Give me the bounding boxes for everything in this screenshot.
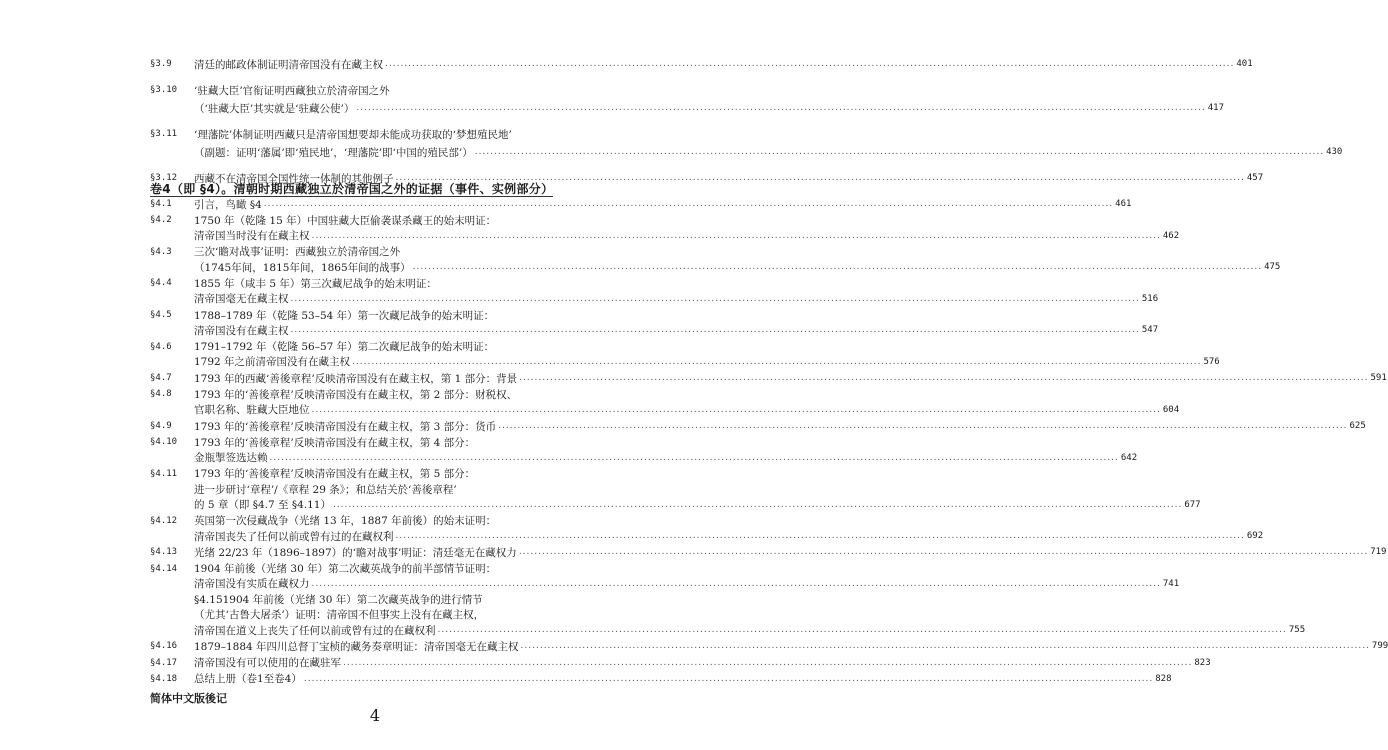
- entry-line: [194, 655, 1211, 671]
- entry-line: [194, 212, 552, 228]
- entry-title: 1793 年的‘善後章程’反映清帝国没有在藏主权，第 5 部分：: [194, 468, 476, 481]
- entry-title: 清帝国没有可以使用的在藏驻军: [194, 657, 341, 670]
- dot-leader: ............................................................................................................................................................................................................................: [395, 531, 1245, 542]
- page-ref: 475: [1264, 262, 1281, 273]
- page-ref: 823: [1194, 657, 1211, 668]
- entry-line: [194, 418, 1366, 434]
- entry-line: [194, 513, 552, 529]
- page-ref: 547: [1141, 325, 1159, 336]
- section-number: §4.4: [150, 278, 172, 289]
- section-number: §4.8: [150, 389, 172, 400]
- entry-title: 1793 年的西藏‘善後章程’反映清帝国没有在藏主权，第 1 部分：背景: [194, 372, 518, 385]
- entry-line: [194, 307, 552, 323]
- section-number: §3.11: [150, 129, 178, 139]
- section-number: §4.5: [150, 310, 172, 320]
- entry-line: [194, 56, 1253, 72]
- entry-title: 1791–1792 年（乾隆 56–57 年）第二次藏尼战争的始末明证：: [194, 341, 495, 354]
- page-ref: 755: [1288, 625, 1306, 636]
- entry-title: 英国第一次侵藏战争（光绪 13 年，1887 年前後）的始末证明：: [194, 515, 497, 528]
- page-ref: 430: [1326, 147, 1343, 157]
- entry-line: [194, 339, 552, 355]
- entry-line: [194, 386, 552, 402]
- dot-leader: ............................................................................................................................................................................................................................: [519, 373, 1369, 384]
- entry-title: ‘理藩院’体制证明西藏只是清帝国想要却未能成功获取的‘梦想殖民地’: [194, 128, 512, 141]
- section-number: §4.1: [150, 199, 172, 209]
- entry-line: [194, 607, 552, 623]
- entry-title: 1792 年之前清帝国没有在藏主权: [194, 356, 351, 369]
- dot-leader: ............................................................................................................................................................................................................................: [269, 452, 1119, 463]
- section-number: §4.14: [150, 563, 178, 574]
- entry-line: [194, 591, 552, 607]
- entry-line: [194, 259, 1281, 275]
- page-ref: 462: [1162, 230, 1180, 241]
- page-ref: 401: [1236, 59, 1253, 69]
- entry-title: 清帝国在道义上丧失了任何以前或曾有过的在藏权利: [194, 624, 436, 637]
- entry-title: 西藏不在清帝国全国性统一体制的其他例子: [194, 172, 394, 185]
- dot-leader: ............................................................................................................................................................................................................................: [520, 641, 1370, 652]
- entry-title: 1855 年（咸丰 5 年）第三次藏尼战争的始末明证：: [194, 277, 437, 290]
- dot-leader: ............................................................................................................................................................................................................................: [352, 356, 1202, 367]
- section-number: §4.11: [150, 468, 178, 479]
- page-ref: 417: [1207, 103, 1225, 113]
- section-number: §4.3: [150, 246, 172, 257]
- dot-leader: ............................................................................................................................................................................................................................: [290, 293, 1140, 304]
- section-number: §3.10: [150, 85, 178, 95]
- entry-line: [194, 322, 1159, 338]
- entry-title: 光绪 22/23 年（1896–1897）的‘瞻对战事’明证：清廷毫无在藏权力: [194, 546, 517, 559]
- entry-title: 清廷的邮政体制证明清帝国没有在藏主权: [194, 58, 383, 71]
- dot-leader: ............................................................................................................................................................................................................................: [395, 173, 1245, 183]
- page-ref: 576: [1203, 356, 1220, 367]
- entry-line: [194, 228, 1180, 244]
- page-ref: 457: [1246, 173, 1264, 183]
- entry-title: 的 5 章（即 §4.7 至 §4.11）: [194, 499, 331, 512]
- dot-leader: ............................................................................................................................................................................................................................: [332, 499, 1183, 510]
- entry-line: [194, 196, 1132, 212]
- dot-leader: ............................................................................................................................................................................................................................: [474, 147, 1325, 157]
- section-number: §4.12: [150, 515, 178, 526]
- entry-title: 1904 年前後（光绪 30 年）第二次藏英战争的前半部情节证明：: [194, 563, 497, 576]
- entry-title: 金瓶掣签选达赖: [194, 452, 268, 465]
- entry-line: [194, 466, 552, 482]
- chapter-heading: 卷4（即 §4）。清朝时期西藏独立於清帝国之外的证据（事件、实例部分）: [150, 182, 554, 196]
- section-number: §3.12: [150, 173, 178, 183]
- entry-title: 1793 年的‘善後章程’反映清帝国没有在藏主权，第 2 部分：财税权、: [194, 388, 518, 401]
- dot-leader: ............................................................................................................................................................................................................................: [437, 625, 1287, 636]
- section-number: §4.2: [150, 215, 172, 226]
- entry-title: （1745年间，1815年间，1865年间的战事）: [194, 261, 411, 274]
- dot-leader: ............................................................................................................................................................................................................................: [290, 325, 1140, 336]
- entry-line: [194, 576, 1180, 592]
- entry-title: 三次‘瞻对战事’证明：西藏独立於清帝国之外: [194, 246, 401, 259]
- page-ref: 642: [1120, 452, 1138, 463]
- page-ref: 799: [1371, 641, 1388, 652]
- entry-line: [194, 402, 1180, 418]
- section-number: §4.17: [150, 657, 178, 668]
- page-ref: 677: [1184, 499, 1201, 510]
- section-number: §4.18: [150, 673, 178, 684]
- dot-leader: ............................................................................................................................................................................................................................: [385, 59, 1235, 69]
- entry-title: （‘驻藏大臣’其实就是‘驻藏公使’）: [194, 102, 355, 115]
- postscript-heading: 简体中文版後记: [150, 692, 227, 705]
- dot-leader: ............................................................................................................................................................................................................................: [311, 404, 1161, 415]
- entry-title: 1793 年的‘善後章程’反映清帝国没有在藏主权，第 4 部分：: [194, 436, 476, 449]
- entry-line: [194, 481, 552, 497]
- entry-title: （尤其‘古鲁大屠杀’）证明：清帝国不但事实上没有在藏主权，: [194, 609, 485, 622]
- entry-line: [194, 144, 1343, 160]
- page-ref: 604: [1162, 404, 1180, 415]
- dot-leader: ............................................................................................................................................................................................................................: [343, 657, 1193, 668]
- entry-title: 清帝国没有在藏主权: [194, 324, 289, 337]
- entry-title: 1788–1789 年（乾隆 53–54 年）第一次藏尼战争的始末明证：: [194, 309, 495, 322]
- page-ref: 461: [1115, 199, 1132, 209]
- page-ref: 591: [1370, 373, 1387, 384]
- entry-title: 清帝国丧失了任何以前或曾有过的在藏权利: [194, 530, 394, 543]
- dot-leader: ............................................................................................................................................................................................................................: [311, 578, 1161, 589]
- entry-title: 清帝国当时没有在藏主权: [194, 230, 310, 243]
- section-number: §4.6: [150, 341, 172, 352]
- entry-line: [194, 497, 1201, 513]
- dot-leader: ............................................................................................................................................................................................................................: [303, 673, 1154, 684]
- page-ref: 828: [1155, 673, 1172, 684]
- page-ref: 741: [1162, 578, 1180, 589]
- entry-title: 1879–1884 年四川总督丁宝桢的藏务奏章明证：清帝国毫无在藏主权: [194, 640, 519, 653]
- section-number: §4.10: [150, 437, 178, 448]
- page-number: 4: [369, 706, 381, 725]
- entry-title: §4.151904 年前後（光绪 30 年）第二次藏英战争的进行情节: [194, 593, 483, 606]
- entry-line: [194, 622, 1306, 638]
- entry-line: [194, 544, 1387, 560]
- entry-title: 清帝国没有实质在藏权力: [194, 578, 310, 591]
- page-ref: 625: [1349, 421, 1366, 431]
- entry-line: [194, 291, 1159, 307]
- section-number: §4.13: [150, 547, 178, 558]
- entry-line: [194, 126, 552, 142]
- dot-leader: ............................................................................................................................................................................................................................: [518, 547, 1369, 558]
- entry-line: [194, 354, 1220, 370]
- entry-title: （副题：证明‘藩属’即‘殖民地’，‘理藩院’即‘中国的殖民部’）: [194, 146, 473, 159]
- entry-line: [194, 275, 552, 291]
- entry-line: [194, 450, 1138, 466]
- page-ref: 692: [1246, 531, 1264, 542]
- entry-title: 引言，鸟瞰 §4: [194, 198, 262, 211]
- entry-line: [194, 370, 1387, 386]
- entry-line: [194, 528, 1264, 544]
- entry-line: [194, 434, 552, 450]
- entry-title: 1750 年（乾隆 15 年）中国驻藏大臣偷袭谋杀藏王的始末明证：: [194, 214, 497, 227]
- dot-leader: ............................................................................................................................................................................................................................: [311, 230, 1161, 241]
- section-number: §4.9: [150, 421, 172, 431]
- entry-line: [194, 561, 552, 577]
- dot-leader: ............................................................................................................................................................................................................................: [263, 199, 1114, 209]
- entry-line: [194, 244, 552, 260]
- entry-line: [194, 671, 1172, 687]
- entry-title: 1793 年的‘善後章程’反映清帝国没有在藏主权，第 3 部分：货币: [194, 420, 497, 433]
- entry-title: 进一步研讨‘章程’/《章程 29 条》；和总结关於‘善後章程’: [194, 483, 457, 496]
- dot-leader: ............................................................................................................................................................................................................................: [498, 421, 1348, 431]
- entry-title: ‘驻藏大臣’官衔证明西藏独立於清帝国之外: [194, 84, 390, 97]
- section-number: §4.7: [150, 373, 172, 384]
- section-number: §3.9: [150, 59, 172, 69]
- entry-title: 清帝国毫无在藏主权: [194, 293, 289, 306]
- section-number: §4.16: [150, 641, 178, 652]
- page-ref: 719: [1370, 547, 1387, 558]
- entry-line: [194, 82, 552, 98]
- entry-title: 总结上册（卷1至卷4）: [194, 673, 302, 686]
- entry-line: [194, 100, 1225, 116]
- dot-leader: ............................................................................................................................................................................................................................: [356, 103, 1206, 113]
- page-ref: 516: [1141, 293, 1159, 304]
- entry-title: 官职名称、駐藏大臣地位: [194, 404, 310, 417]
- dot-leader: ............................................................................................................................................................................................................................: [412, 262, 1263, 273]
- entry-line: [194, 638, 1388, 654]
